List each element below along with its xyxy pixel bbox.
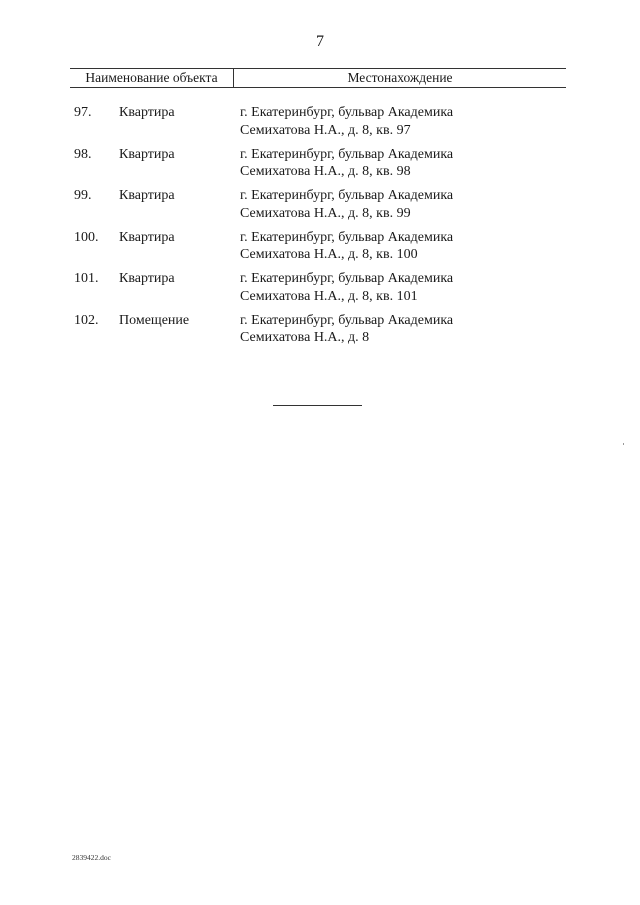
row-number: 100. — [74, 229, 99, 245]
end-of-document-rule — [273, 405, 362, 406]
row-object-name: Квартира — [119, 105, 175, 120]
row-location-line1: г. Екатеринбург, бульвар Академика — [240, 105, 454, 120]
table-row — [0, 187, 640, 229]
footer-filename: 2839422.doc — [72, 853, 111, 862]
table-row — [0, 104, 640, 146]
row-location-line2: Семихатова Н.А., д. 8, кв. 99 — [240, 205, 411, 221]
row-number: 102. — [74, 312, 99, 328]
row-object-name: Квартира — [119, 229, 175, 245]
table-row — [0, 229, 640, 271]
table-row — [0, 270, 640, 312]
row-location-line2: Семихатова Н.А., д. 8, кв. 101 — [240, 288, 418, 304]
row-location — [240, 187, 530, 222]
table-body — [0, 104, 640, 353]
table-row — [0, 312, 640, 354]
row-location — [240, 312, 530, 347]
row-location-line1: г. Екатеринбург, бульвар Академика — [240, 271, 454, 286]
table-header — [70, 68, 566, 88]
row-location — [240, 146, 530, 181]
row-object-name: Квартира — [119, 188, 175, 203]
row-location-line2: Семихатова Н.А., д. 8 — [240, 330, 370, 345]
row-location-line2: Семихатова Н.А., д. 8, кв. 97 — [240, 122, 411, 138]
row-location-line1: г. Екатеринбург, бульвар Академика — [240, 188, 454, 203]
row-location — [240, 270, 530, 305]
row-number: 98. — [74, 146, 92, 162]
row-location — [240, 229, 530, 264]
row-number: 99. — [74, 188, 92, 203]
row-object-name: Квартира — [119, 146, 175, 162]
row-number: 97. — [74, 105, 92, 120]
column-header-name: Наименование объекта — [70, 69, 234, 87]
row-object-name: Помещение — [119, 312, 190, 328]
page-number: 7 — [316, 33, 324, 50]
table-row — [0, 146, 640, 188]
row-location-line1: г. Екатеринбург, бульвар Академика — [240, 229, 454, 245]
row-location-line2: Семихатова Н.А., д. 8, кв. 100 — [240, 247, 418, 262]
row-object-name: Квартира — [119, 271, 175, 286]
row-location-line1: г. Екатеринбург, бульвар Академика — [240, 146, 454, 162]
column-header-location: Местонахождение — [347, 70, 453, 85]
row-location-line2: Семихатова Н.А., д. 8, кв. 98 — [240, 164, 411, 179]
row-location — [240, 104, 530, 139]
row-number: 101. — [74, 271, 99, 286]
row-location-line1: г. Екатеринбург, бульвар Академика — [240, 312, 454, 328]
scan-speck — [623, 443, 624, 445]
